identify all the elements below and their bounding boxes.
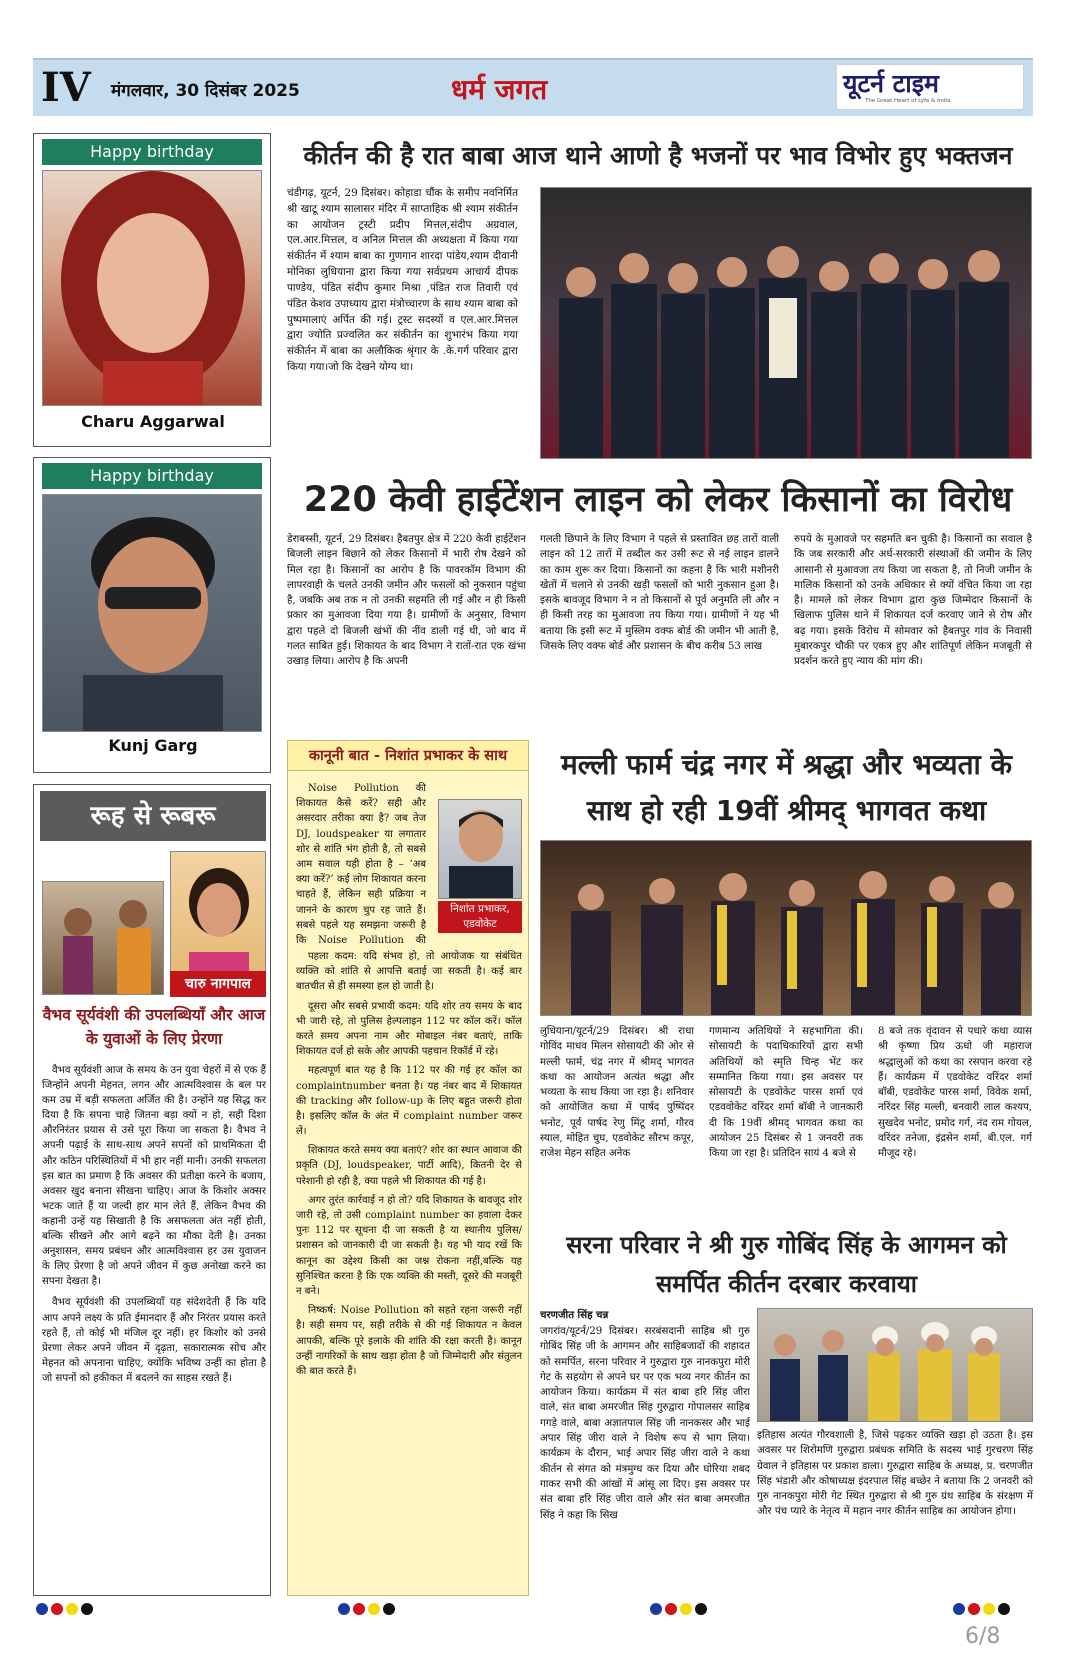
section-title: धर्म जगत: [451, 73, 548, 106]
birthday-name: Charu Aggarwal: [81, 412, 225, 431]
kisan-headline: 220 केवी हाईटेंशन लाइन को लेकर किसानों का विरोध: [303, 480, 1013, 520]
sarna-byline: चरणजीत सिंह चन्न: [540, 1309, 609, 1321]
sarna-headline: सरना परिवार ने श्री गुरु गोबिंद सिंह के आगमन को समर्पित कीर्तन दरबार करवाया: [566, 1231, 1007, 1298]
legal-step-2: दूसरा और सबसे प्रभावी कदम: यदि शोर तय समय के बाद भी जारी रहे, तो पुलिस हेल्पलाइन 112 पर कॉल करें। कॉल करते समय अपना नाम और मोबाइल नंबर बताएं, ताकि शिकायत दर्ज हो सके और आपकी पहचान रिकॉर्ड में रहे।: [296, 1000, 522, 1058]
kisan-column-2: गलती छिपाने के लिए विभाग ने पहले से प्रस्तावित छह तारों वाली लाइन को 12 तारों में तब्दील कर उसी रूट से नई लाइन डालने का काम शुरू कर दिया। किसानों का कहना है कि भारी मशीनरी खेतों में चलाने से उनकी खड़ी फसलों को भारी नुकसान हुआ है। इसके बावजूद विभाग ने न तो किसानों से पूर्व अनुमति ली और न ही किसी तरह का मुआवजा तय किया गया। ग्रामीणों ने यह भी बताया कि इसी रूट में मुस्लिम वक्फ बोर्ड की जमीन भी आती है, जिसके लिए वक्फ बोर्ड और प्रशासन के बीच करीब 53 लाख: [540, 534, 779, 653]
legal-what-to-tell: शिकायत करते समय क्या बताएं? शोर का स्थान आवाज की प्रकृति (DJ, loudspeaker, पार्टी आदि), कितनी देर से परेशानी हो रही है, क्या पहले भी शिकायत की गई है।: [296, 1145, 522, 1187]
registration-marks-2: [338, 1603, 395, 1615]
column-body: [42, 1063, 266, 1591]
sarna-left-column: जगरांव/यूटर्न/29 दिसंबर। सरबंसदानी साहिब श्री गुरु गोबिंद सिंह जी के आगमन और साहिबजादों की शहादत को समर्पित, सरना परिवार ने गुरुद्वारा गुरु नानकपुरा मोरी गेट के सहयोग से अपने घर पर एक भव्य नगर कीर्तन का आयोजन किया। कार्यक्रम में संत बाबा हरि सिंह जीरा वाले, संत बाबा अमरजीत सिंह गुरुद्वारा गोपालसर साहिब गगड़े वाले, बाबा अज्ञातपाल सिंह जी नानकसर और भाई अपार सिंह जीरा वाले ने विशेष रूप से भाग लिया। कार्यक्रम के दौरान, भाई अपार सिंह जीरा वाले ने कथा कीर्तन से संगत को मंत्रमुग्ध कर दिया और घोरिया शबद गाकर सभी की आंखों में आंसू ला दिए। इस अवसर पर संत बाबा हरि सिंह जीरा वाले और संत बाबा अमरजीत सिंह ने कहा कि सिख: [540, 1326, 750, 1521]
legal-banner: कानूनी बात - निशांत प्रभाकर के साथ: [288, 741, 528, 771]
column-box-ruh: [33, 784, 271, 1596]
legal-intro: Noise Pollution की शिकायत कैसे करें? सही और असरदार तरीका क्या है? जब तेज DJ, loudspeaker या लगातार शोर से शांति भंग होती है, तो सबसे आम सवाल यही होता है – ‘अब क्या करें?’ कई लोग शिकायत करना चाहते हैं, लेकिन सही प्रक्रिया न जानने के कारण चुप रह जाते हैं। सबसे पहले यह समझना जरूरी है कि Noise Pollution की: [296, 783, 426, 945]
column-banner: रूह से रूबरू: [40, 791, 266, 841]
kisan-column-3: रुपये के मुआवजे पर सहमति बन चुकी है। किसानों का सवाल है कि जब सरकारी और अर्ध-सरकारी संस्थाओं की जमीन के लिए आसानी से मुआवजा तय किया जा सकता है, तो निजी जमीन के मालिक किसानों को उनके अधिकार से क्यों वंचित किया जा रहा है। मामले को लेकर विभाग द्वारा कुछ जिम्मेदार किसानों के खिलाफ पुलिस थाने में शिकायत दर्ज करवाए जाने से रोष और बढ़ गया। इसके विरोध में सोमवार को हैबतपुर गांव के निवासी मुबारकपुर चौकी पर एकत्र हुए और शांतिपूर्ण लेकिन मजबूती से प्रदर्शन करते हुए न्याय की मांग की।: [794, 534, 1032, 668]
award-photo: [42, 881, 164, 995]
kirtan-body: चंडीगढ़, यूटर्न, 29 दिसंबर। कोहाडा चौंक के समीप नवनिर्मित श्री खाटू श्याम सालासर मंदिर में साप्ताहिक श्री श्याम संकीर्तन का आयोजन ट्रस्टी प्रदीप मित्तल,संदीप अग्रवाल, एल.आर.मित्तल, व अनिल मित्तल की अध्यक्षता में किया गया संकीर्तन में श्याम बाबा का गुणगान शारदा पांडेय,श्याम दीवानी मोनिका लुधियाना द्वारा किया गया सर्वप्रथम आचार्य दीपक पाण्डेय, पंडित संदीप कुमार मिश्रा ,पंडित राज तिवारी एवं पंडित केशव उपाध्याय द्वारा मंत्रोच्चारण के साथ श्याम बाबा को पुष्पमालाएं अर्पित की गई। ट्रस्ट सदस्यों व एल.आर.मित्तल द्वारा ज्योति प्रज्वलित कर संकीर्तन का शुभारंभ किया गया संकीर्तन में बाबा का अलौकिक श्रृंगार के .के.गर्ग परिवार द्वारा किया गया।जो कि देखने योग्य था।: [287, 187, 518, 373]
bhagwat-column-1: लुधियाना/यूटर्न/29 दिसंबर। श्री राधा गोविंद माधव मिलन सोसायटी की ओर से मल्ली फार्म, चंद्र नगर में श्रीमद् भागवत कथा का आयोजन अत्यंत श्रद्धा और भव्यता के साथ किया जा रहा है। शनिवार को आयोजित कथा में पार्षद पुष्पिंदर भनोट, पूर्व पार्षद रेणु मिंटू शर्मा, गौरव स्याल, मोहित चुघ, एडवोकेट सौरभ कपूर, राजेश मेहन सहित अनेक: [540, 1026, 694, 1160]
body-paragraph: वैभव सूर्यवंशी आज के समय के उन युवा चेहरों में से एक हैं जिन्होंने अपनी मेहनत, लगन और आत्मविश्वास के बल पर कम उम्र में बड़ी सफलता अर्जित की है। उन्होंने यह सिद्ध कर दिया है कि सपना चाहे जितना बड़ा क्यों न हो, सही दिशा औरनिरंतर प्रयास से उसे पूरा किया जा सकता है। वैभव ने अपनी पढ़ाई के साथ-साथ अपने सपनों को प्राथमिकता दी और कठिन परिस्थितियों में भी हार नहीं मानी। उनकी सफलता इस बात का प्रमाण है कि अवसर की प्रतीक्षा करने के बजाय, अवसर खुद बनाना सीखना चाहिए। आज के किशोर अक्सर भटक जाते हैं या जल्दी हार मान लेते हैं, लेकिन वैभव की कहानी उन्हें यह सिखाती है कि असफलता अंत नहीं होती, बल्कि सीखने और आगे बढ़ने का मौका देती है। उनका अनुशासन, समय प्रबंधन और आत्मविश्वास हर उस युवाजन के लिए प्रेरणा है जो अपने जीवन में कुछ अनोखा करने का सपना देखता है।: [42, 1065, 266, 1288]
issue-date: मंगलवार, 30 दिसंबर 2025: [111, 81, 300, 101]
newspaper-logo: [836, 64, 1024, 110]
page-counter: 6/8: [965, 1624, 1001, 1649]
legal-body: [296, 781, 522, 1591]
registration-marks-3: [650, 1603, 707, 1615]
legal-no-action: अगर तुरंत कार्रवाई न हो तो? यदि शिकायत के बावजूद शोर जारी रहे, तो उसी complaint number का हवाला देकर पुनः 112 पर सूचना दी जा सकती है या स्थानीय पुलिस/प्रशासन को जानकारी दी जा सकती है। यह भी याद रखें कि कानून का उद्देश्य किसी का जश्न रोकना नहीं,बल्कि यह सुनिश्चित करना है कि एक व्यक्ति की मस्ती, दूसरे की मजबूरी न बने।: [296, 1194, 522, 1297]
author-name-tag: चारु नागपाल: [170, 971, 266, 997]
birthday-banner: Happy birthday: [42, 139, 262, 165]
legal-box: [287, 740, 529, 1596]
kirtan-group-photo: [540, 187, 1032, 459]
portrait-photo: [42, 494, 262, 732]
kirtan-headline: कीर्तन की है रात बाबा आज थाने आणो है भजनों पर भाव विभोर हुए भक्तजन: [303, 141, 1013, 170]
page-number: IV: [41, 64, 91, 111]
portrait-photo: [42, 170, 262, 406]
bhagwat-column-2: गणमान्य अतिथियों ने सहभागिता की। सोसायटी के पदाधिकारियों द्वारा सभी अतिथियों को स्मृति चिन्ह भेंट कर सम्मानित किया गया। इस अवसर पर सोसायटी के एडवोकेट पारस शर्मा एवं एडववोकेट वरिंदर शर्मा बॉबी ने जानकारी दी कि 19वीं श्रीमद् भागवत कथा का आयोजन 25 दिसंबर से 1 जनवरी तक किया जा रहा है। प्रतिदिन सायं 4 बजे से: [709, 1026, 863, 1160]
bhagwat-headline: मल्ली फार्म चंद्र नगर में श्रद्धा और भव्यता के साथ हो रही 19वीं श्रीमद् भागवत कथा: [560, 748, 1013, 827]
bhagwat-event-photo: [540, 840, 1032, 1016]
logo-text: यूटर्न टाइम: [843, 69, 939, 98]
birthday-box-1: [33, 133, 271, 447]
registration-marks-4: [953, 1603, 1010, 1615]
birthday-box-2: [33, 457, 271, 773]
advocate-caption: निशांत प्रभाकर, एडवोकेट: [438, 901, 522, 933]
registration-marks-1: [36, 1603, 93, 1615]
birthday-name: Kunj Garg: [108, 736, 198, 755]
sarna-kirtan-photo: [757, 1308, 1033, 1422]
body-paragraph: वैभव सूर्यवंशी की उपलब्धियाँ यह संदेशदेती हैं कि यदि आप अपने लक्ष्य के प्रति ईमानदार हैं और निरंतर प्रयास करते रहते हैं, तो कोई भी मंजिल दूर नहीं। हर किशोर को उनसे प्रेरणा लेकर अपने जीवन में दृढ़ता, सकारात्मक सोच और मेहनत को अपनाना चाहिए, क्योंकि भविष्य उन्हीं का होता है जो सपनों को हकीकत में बदलने का साहस रखते हैं।: [42, 1297, 266, 1384]
kisan-column-1: डेराबस्सी, यूटर्न, 29 दिसंबर। हैबतपुर क्षेत्र में 220 केवी हाईटेंशन बिजली लाइन बिछाने को लेकर किसानों में भारी रोष देखने को मिल रहा है। किसानों का आरोप है कि पावरकॉम विभाग की लापरवाही के चलते उनकी जमीन और फसलों को नुकसान पहुंचा है, जबकि अब तक न तो उनकी सहमति ली गई और न ही किसी प्रकार का मुआवजा दिया गया है। ग्रामीणों के अनुसार, विभाग द्वारा पहले दो बिजली खंभों की नींव डाली गई थी, जो बाद में गलत साबित हुई। शिकायत के बाद विभाग ने रातों-रात एक खंभा उखाड़ लिया। आरोप है कि अपनी: [287, 534, 526, 668]
legal-step-1: पहला कदम: यदि संभव हो, तो आयोजक या संबंधित व्यक्ति को शांति से आपत्ति बताई जा सकती है। कई बार बातचीत से ही समस्या हल हो जाती है।: [296, 951, 522, 993]
masthead: [33, 58, 1033, 116]
sarna-right-column: इतिहास अत्यंत गौरवशाली है, जिसे पढ़कर व्यक्ति खड़ा हो उठता है। इस अवसर पर शिरोमणि गुरुद्वारा प्रबंधक समिति के सदस्य भाई गुरचरण सिंह ग्रेवाल ने इतिहास पर प्रकाश डाला। गुरुद्वारा साहिब के अध्यक्ष, प्र. चरणजीत सिंह भंडारी और कोषाध्यक्ष इंदरपाल सिंह बच्छेर ने बताया कि 2 जनवरी को गुरु नानकपुरा मोरी गेट स्थित गुरुद्वारा से श्री गुरु ग्रंथ साहिब के संरक्षण में और पंच प्यारे के नेतृत्व में महान नगर कीर्तन साहिब का आयोजन होगा।: [757, 1430, 1033, 1518]
legal-conclusion: निष्कर्ष: Noise Pollution को सहते रहना जरूरी नहीं है। सही समय पर, सही तरीके से की गई शिकायत न केवल आपकी, बल्कि पूरे इलाके की शांति की रक्षा करती है। कानून उन्हीं नागरिकों के साथ खड़ा होता है जो जिम्मेदारी और संतुलन की बात करते हैं।: [296, 1305, 522, 1377]
logo-tagline: The Great Heart of Lyfe & India: [865, 98, 951, 104]
bhagwat-column-3: 8 बजे तक वृंदावन से पधारे कथा व्यास श्री कृष्णा प्रिय ऊधो जी महाराज श्रद्धालुओं को कथा का रसपान करवा रहे हैं। कार्यक्रम में एडवोकेट वरिंदर शर्मा बॉबी, एडवोकेट पारस शर्मा, विवेक शर्मा, नरिंदर सिंह मल्ली, बनवारी लाल कश्यप, सुखदेव भनोट, प्रमोद गर्ग, नंद राम गोयल, वरिंदर तनेजा, इंद्रसेन शर्मा, बी.एल. गर्ग मौजूद रहे।: [878, 1026, 1032, 1160]
legal-complaint-number: महत्वपूर्ण बात यह है कि 112 पर की गई हर कॉल का complaintnumber बनता है। यह नंबर बाद में शिकायत की tracking और follow-up के लिए बहुत जरूरी होता है। इसलिए कॉल के अंत में complaint number जरूर लें।: [296, 1065, 522, 1138]
column-headline: वैभव सूर्यवंशी की उपलब्धियाँ और आज के युवाओं के लिए प्रेरणा: [42, 1006, 266, 1049]
birthday-banner: Happy birthday: [42, 463, 262, 489]
